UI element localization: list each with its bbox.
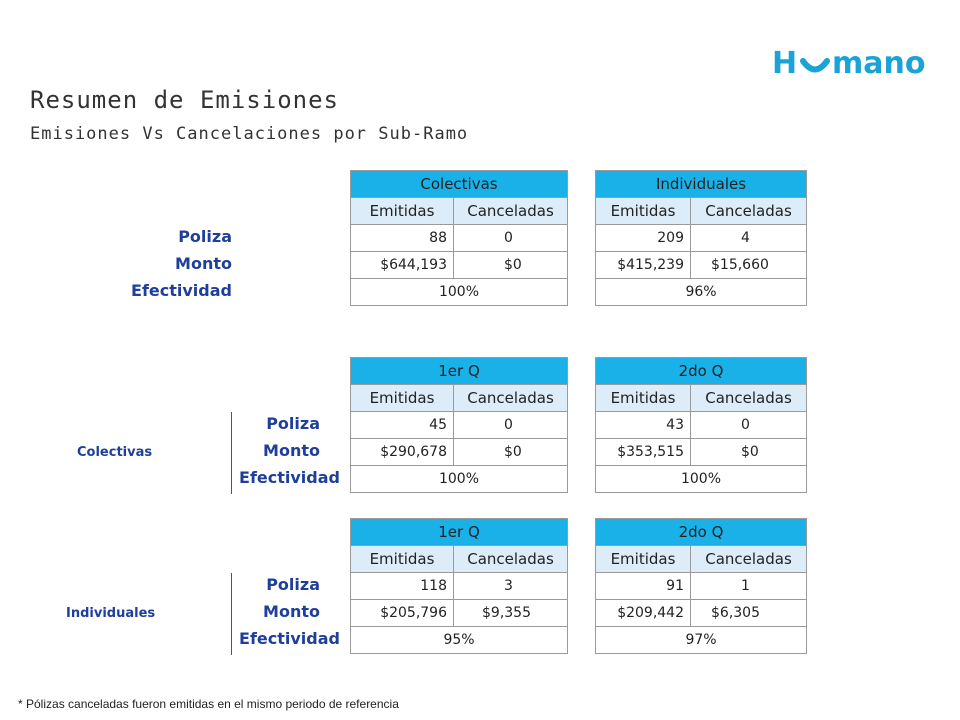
cell-poliza-canceladas: 1 [691, 573, 807, 600]
col-emitidas: Emitidas [351, 385, 454, 412]
group-label-colectivas: Colectivas [77, 445, 153, 460]
cell-monto-emitidas: $209,442 [596, 600, 691, 627]
cell-monto-canceladas: $0 [691, 439, 807, 466]
cell-efectividad: 97% [596, 627, 807, 654]
cell-poliza-canceladas: 4 [691, 225, 807, 252]
col-canceladas: Canceladas [691, 198, 807, 225]
table-colectivas-2do-q [595, 357, 807, 493]
cell-monto-canceladas: $0 [454, 252, 568, 279]
label-poliza: Poliza [266, 575, 320, 594]
group-divider [231, 573, 232, 655]
page-subtitle: Emisiones Vs Cancelaciones por Sub-Ramo [30, 124, 469, 144]
label-efectividad: Efectividad [239, 468, 340, 487]
table-header: 1er Q [351, 519, 568, 546]
humano-logo [772, 44, 937, 84]
cell-monto-canceladas: $9,355 [454, 600, 568, 627]
cell-poliza-emitidas: 118 [351, 573, 454, 600]
table-individuales [595, 170, 807, 306]
cell-monto-emitidas: $353,515 [596, 439, 691, 466]
table-colectivas-1er-q [350, 357, 568, 493]
label-monto: Monto [263, 441, 320, 460]
col-emitidas: Emitidas [596, 546, 691, 573]
group-divider [231, 412, 232, 494]
smile-logo-icon [799, 58, 831, 78]
col-canceladas: Canceladas [454, 198, 568, 225]
table-colectivas [350, 170, 568, 306]
cell-efectividad: 100% [596, 466, 807, 493]
cell-monto-canceladas: $0 [454, 439, 568, 466]
cell-poliza-emitidas: 88 [351, 225, 454, 252]
cell-poliza-emitidas: 45 [351, 412, 454, 439]
col-canceladas: Canceladas [454, 546, 568, 573]
cell-poliza-emitidas: 43 [596, 412, 691, 439]
table-individuales-2do-q [595, 518, 807, 654]
label-monto: Monto [175, 254, 232, 273]
label-poliza: Poliza [266, 414, 320, 433]
col-emitidas: Emitidas [351, 198, 454, 225]
label-monto: Monto [263, 602, 320, 621]
label-efectividad: Efectividad [239, 629, 340, 648]
cell-monto-emitidas: $205,796 [351, 600, 454, 627]
cell-efectividad: 100% [351, 279, 568, 306]
table-individuales-1er-q [350, 518, 568, 654]
table-header: Individuales [596, 171, 807, 198]
cell-poliza-emitidas: 91 [596, 573, 691, 600]
cell-poliza-canceladas: 0 [454, 225, 568, 252]
cell-efectividad: 100% [351, 466, 568, 493]
label-poliza: Poliza [178, 227, 232, 246]
logo-text-mano: mano [832, 46, 926, 81]
table-header: 1er Q [351, 358, 568, 385]
cell-monto-emitidas: $290,678 [351, 439, 454, 466]
cell-poliza-canceladas: 0 [454, 412, 568, 439]
cell-efectividad: 95% [351, 627, 568, 654]
cell-monto-emitidas: $644,193 [351, 252, 454, 279]
cell-monto-canceladas: $6,305 [691, 600, 807, 627]
table-header: 2do Q [596, 519, 807, 546]
group-label-individuales: Individuales [66, 606, 156, 621]
col-emitidas: Emitidas [596, 385, 691, 412]
cell-poliza-canceladas: 0 [691, 412, 807, 439]
col-emitidas: Emitidas [596, 198, 691, 225]
cell-monto-canceladas: $15,660 [691, 252, 807, 279]
table-header: Colectivas [351, 171, 568, 198]
col-canceladas: Canceladas [454, 385, 568, 412]
footnote: * Pólizas canceladas fueron emitidas en el mismo periodo de referencia [18, 697, 399, 711]
col-canceladas: Canceladas [691, 546, 807, 573]
col-canceladas: Canceladas [691, 385, 807, 412]
logo-letter-h: H [772, 46, 798, 81]
cell-monto-emitidas: $415,239 [596, 252, 691, 279]
page-title: Resumen de Emisiones [30, 86, 339, 114]
cell-poliza-emitidas: 209 [596, 225, 691, 252]
table-header: 2do Q [596, 358, 807, 385]
label-efectividad: Efectividad [131, 281, 232, 300]
cell-efectividad: 96% [596, 279, 807, 306]
cell-poliza-canceladas: 3 [454, 573, 568, 600]
col-emitidas: Emitidas [351, 546, 454, 573]
